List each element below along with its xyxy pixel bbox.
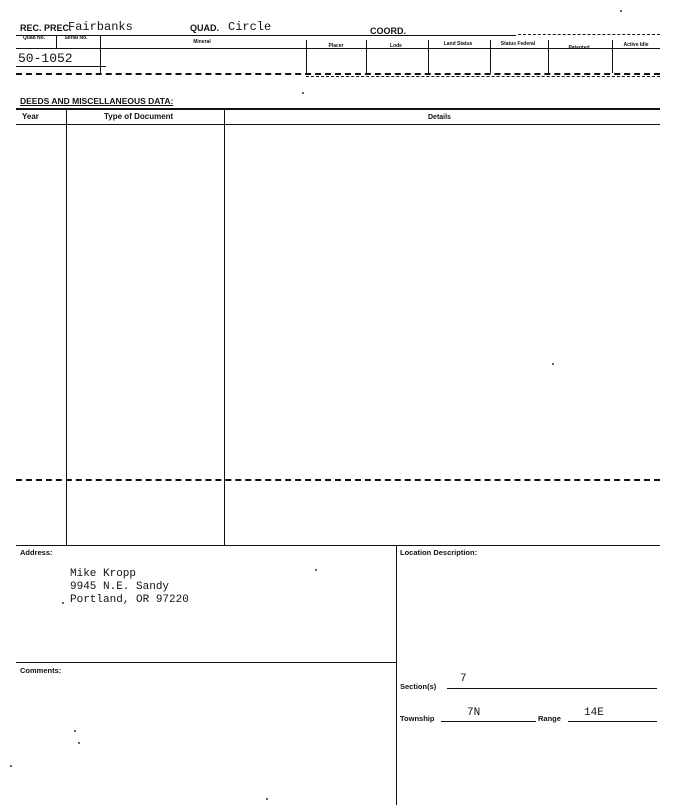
range-label: Range [538,714,561,723]
address-line-2: 9945 N.E. Sandy [70,581,170,593]
address-block [70,568,189,607]
col-serial-no: Serial No. [64,35,88,41]
record-row-rule [16,66,106,67]
col-patented: Patented [568,45,590,51]
deeds-col-year: Year [22,112,39,121]
col-div-3 [306,40,307,73]
deeds-title: DEEDS AND MISCELLANEOUS DATA: [20,96,174,106]
range-value: 14E [584,707,604,719]
col-placer: Placer [328,43,344,49]
col-lode: Lode [390,43,402,49]
rec-prec-label: REC. PREC. [20,23,72,33]
section-value: 7 [460,673,467,685]
comments-label: Comments: [20,666,62,675]
col-quad-no: Quad No. [22,35,46,41]
scan-speck [74,730,76,732]
scan-speck [315,569,317,571]
township-underline [441,721,536,722]
col-div-8 [612,40,613,73]
col-mineral: Mineral [193,39,211,45]
col-active-idle: Active Idle [623,42,649,48]
scan-speck [552,363,554,365]
header-rule-dashed [518,34,660,35]
deeds-col-details: Details [428,114,451,121]
deeds-header-rule [16,124,660,125]
location-label: Location Description: [400,548,478,557]
range-underline [568,721,657,722]
township-label: Township [400,714,435,723]
col-div-6 [490,40,491,73]
scan-speck [78,742,80,744]
quad-serial-value: 50-1052 [18,51,73,66]
section-label: Section(s) [400,682,437,691]
township-value: 7N [467,707,481,719]
address-line-1: Mike Kropp [70,568,137,580]
scan-speck [302,92,304,94]
col-div-2 [100,36,101,73]
quad-label: QUAD. [190,23,219,33]
section-underline [447,688,657,689]
deeds-dashed-rule [16,479,660,481]
address-label: Address: [20,548,53,557]
col-div-4 [366,40,367,73]
col-div-5 [428,40,429,73]
scan-speck [62,602,64,604]
col-status-federal: Status Federal [500,41,536,47]
col-land-status: Land Status [443,41,473,47]
comments-rule [16,662,396,663]
rec-prec-value: Fairbanks [68,20,133,34]
address-location-divider [396,545,397,805]
address-line-3: Portland, OR 97220 [70,594,189,606]
record-dash-1 [16,73,660,75]
deeds-bottom-rule [16,545,660,546]
deeds-col-type: Type of Document [104,112,174,121]
col-div-1 [56,36,57,48]
coord-label: COORD. [370,26,406,36]
deeds-top-rule [16,108,660,110]
scan-speck [266,798,268,800]
quad-value: Circle [228,20,272,34]
scan-speck [10,765,12,767]
col-div-7 [548,40,549,73]
scan-speck [620,10,622,12]
record-dash-2 [306,76,660,77]
